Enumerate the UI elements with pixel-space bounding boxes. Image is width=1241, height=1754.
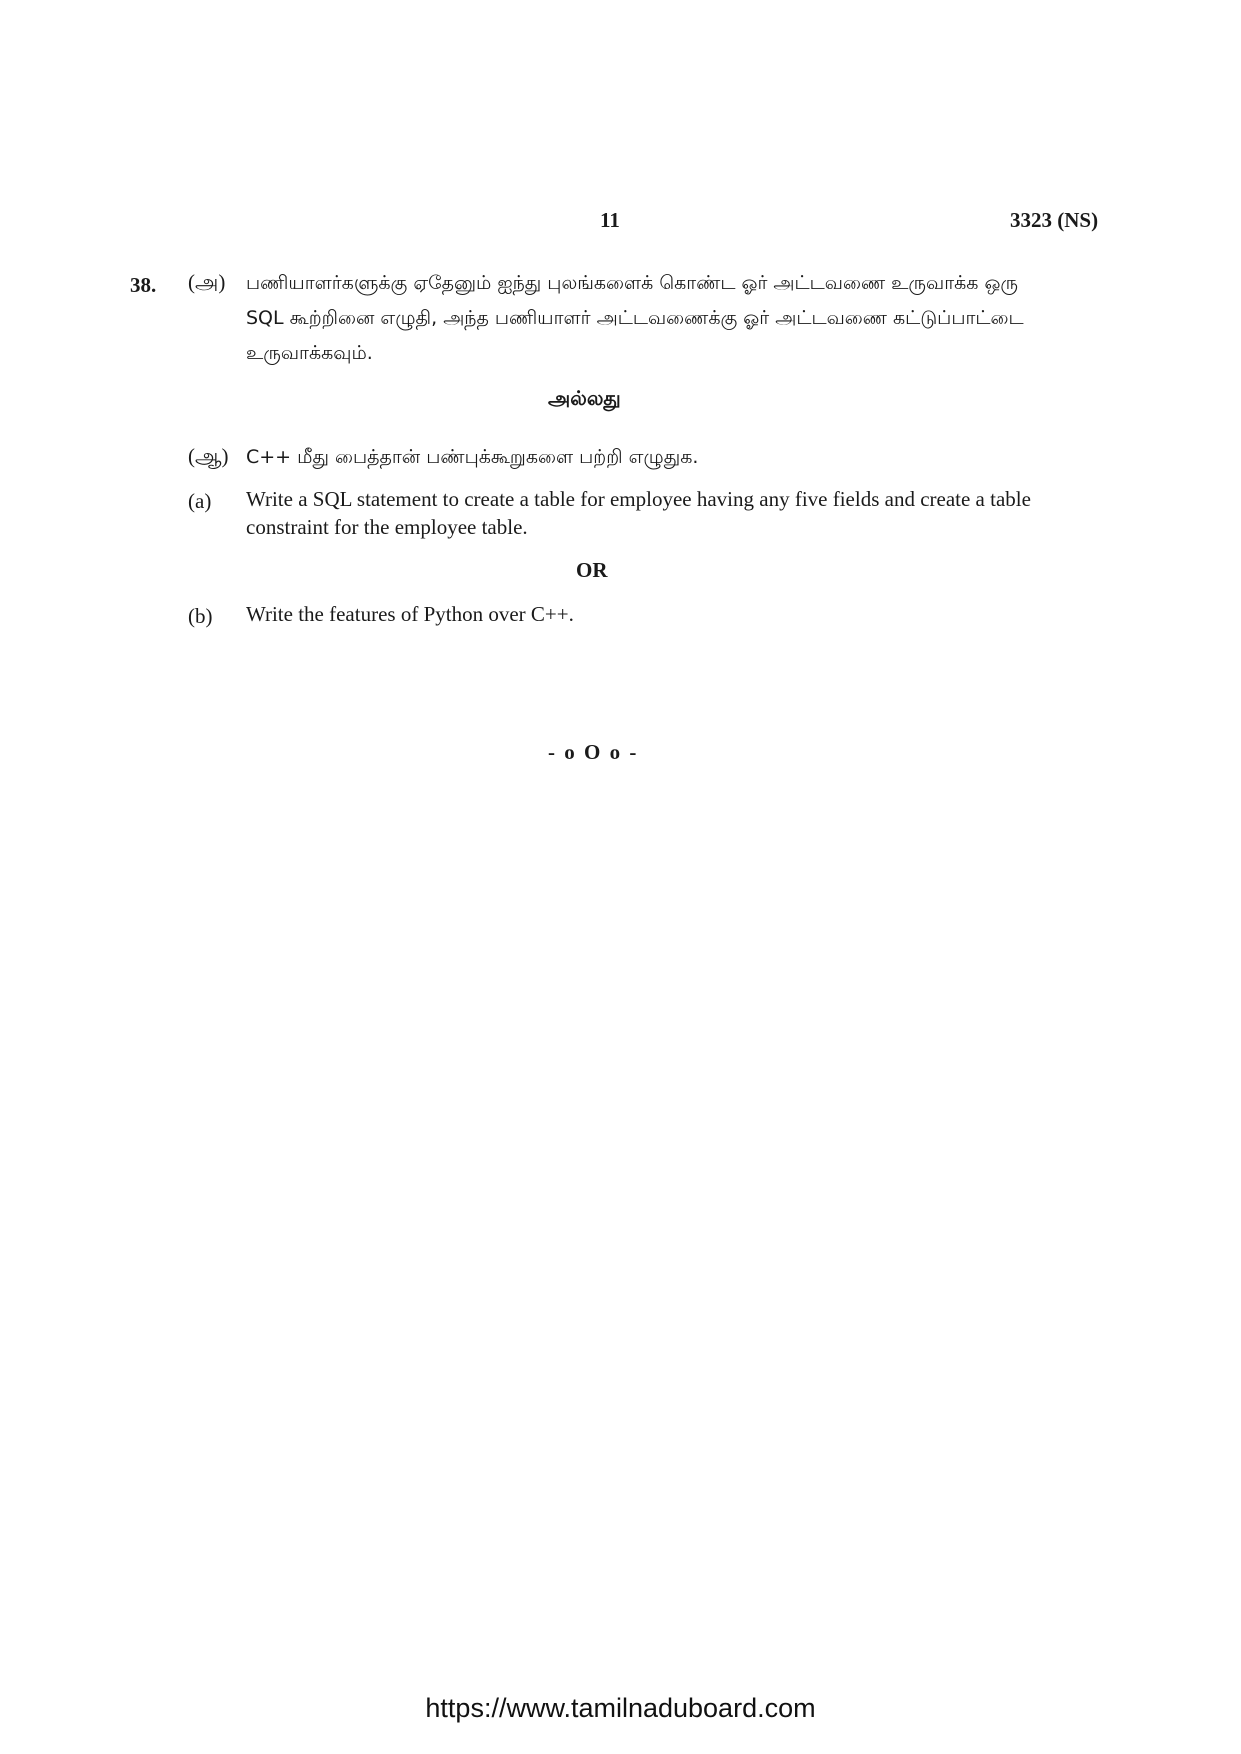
english-option-b-text: Write the features of Python over C++. [246,602,574,626]
english-option-a-label: (a) [188,489,212,513]
paper-code: 3323 (NS) [1010,208,1099,232]
end-of-paper-mark: - o O o - [548,740,639,764]
page-number: 11 [600,208,620,232]
question-number: 38. [130,273,157,297]
tamil-option-a-label: (அ) [188,270,226,294]
tamil-option-b-text: C++ மீது பைத்தான் பண்புக்கூறுகளை பற்றி எழுதுக. [246,446,699,468]
tamil-option-a-text: பணியாளர்களுக்கு ஏதேனும் ஐந்து புலங்களைக் கொண்ட ஓர் அட்டவணை உருவாக்க ஒரு SQL கூற்றினை எழுதி, அந்த பணியாளர் அட்டவணைக்கு ஓர் அட்டவணை கட்டுப்பாட்டை உருவாக்கவும். [246,272,1024,364]
tamil-option-b-label: (ஆ) [188,444,229,468]
footer-url-link[interactable]: https://www.tamilnaduboard.com [425,1693,816,1723]
tamil-or-divider: அல்லது [548,386,621,410]
english-option-b-label: (b) [188,604,213,628]
english-or-divider: OR [576,558,608,582]
english-option-a-text: Write a SQL statement to create a table for employee having any five fields and create a table constraint for the employee table. [246,487,1031,539]
